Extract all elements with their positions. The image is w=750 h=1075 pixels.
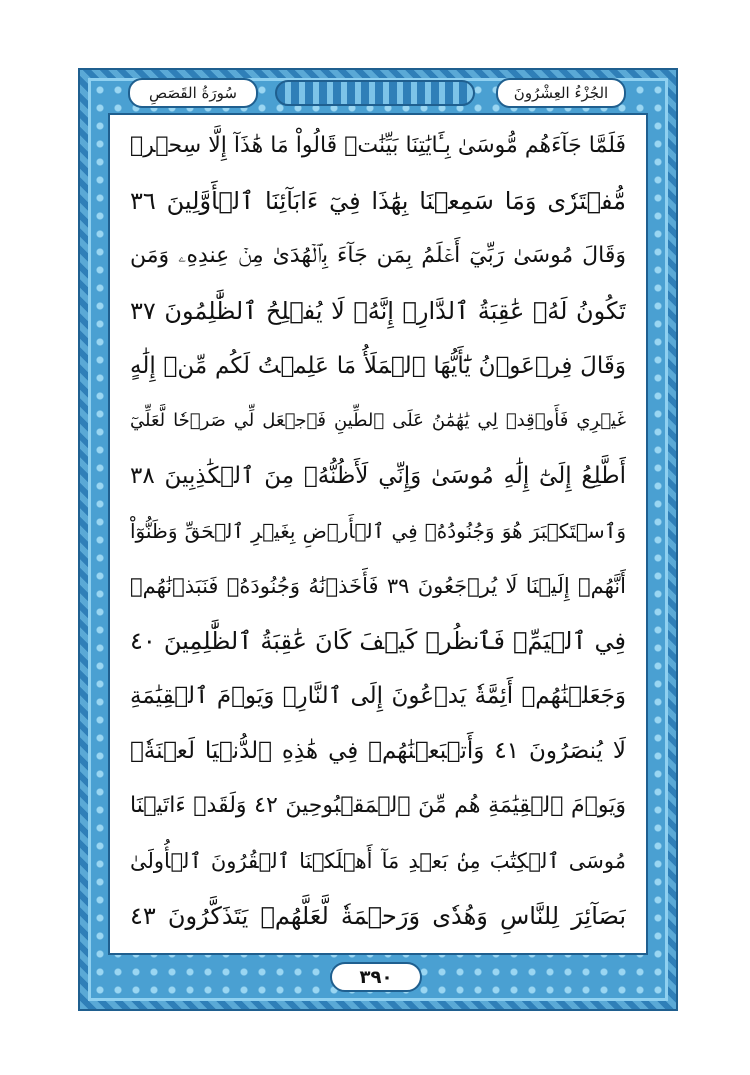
verse-line: وَٱسۡتَكۡبَرَ هُوَ وَجُنُودُهُۥ فِي ٱلۡأَرۡضِ بِغَيۡرِ ٱلۡحَقِّ وَظَنُّوٓاْ — [130, 518, 626, 543]
verse-line: وَقَالَ مُوسَىٰ رَبِّيٓ أَعۡلَمُ بِمَن جَآءَ بِٱلۡهُدَىٰ مِنۡ عِندِهِۦ وَمَن — [130, 243, 626, 268]
verse-line: وَيَوۡمَ ٱلۡقِيَٰمَةِ هُم مِّنَ ٱلۡمَقۡبُوحِينَ ٤٢ وَلَقَدۡ ءَاتَيۡنَا — [130, 793, 626, 818]
verse-line: لَا يُنصَرُونَ ٤١ وَأَتۡبَعۡنَٰهُمۡ فِي هَٰذِهِ ٱلدُّنۡيَا لَعۡنَةٗۖ — [130, 737, 626, 764]
verse-line: وَقَالَ فِرۡعَوۡنُ يَٰٓأَيُّهَا ٱلۡمَلَأُ مَا عَلِمۡتُ لَكُم مِّنۡ إِلَٰهٍ — [130, 352, 626, 379]
verse-lines — [130, 118, 626, 948]
verse-line: مُّفۡتَرٗى وَمَا سَمِعۡنَا بِهَٰذَا فِيٓ ءَابَآئِنَا ٱلۡأَوَّلِينَ ٣٦ — [130, 186, 626, 215]
verse-line: أَطَّلِعُ إِلَىٰٓ إِلَٰهِ مُوسَىٰ وَإِنِّي لَأَظُنُّهُۥ مِنَ ٱلۡكَٰذِبِينَ ٣٨ — [130, 462, 626, 489]
verse-line: أَنَّهُمۡ إِلَيۡنَا لَا يُرۡجَعُونَ ٣٩ فَأَخَذۡنَٰهُ وَجُنُودَهُۥ فَنَبَذۡنَٰهُمۡ — [130, 573, 626, 598]
header-ornament — [275, 80, 475, 106]
verse-line: بَصَآئِرَ لِلنَّاسِ وَهُدٗى وَرَحۡمَةٗ لَّعَلَّهُمۡ يَتَذَكَّرُونَ ٤٣ — [130, 901, 626, 930]
verse-line: مُوسَى ٱلۡكِتَٰبَ مِنۢ بَعۡدِ مَآ أَهۡلَكۡنَا ٱلۡقُرُونَ ٱلۡأُولَىٰ — [130, 848, 626, 873]
verse-line: تَكُونُ لَهُۥ عَٰقِبَةُ ٱلدَّارِۚ إِنَّهُۥ لَا يُفۡلِحُ ٱلظَّٰلِمُونَ ٣٧ — [130, 296, 626, 325]
surah-name-label: سُورَةُ القَصَصِ — [128, 78, 258, 108]
juz-label: الجُزْءُ العِشْرُونَ — [496, 78, 626, 108]
page-number: ٣٩٠ — [330, 962, 422, 992]
verse-line: غَيۡرِي فَأَوۡقِدۡ لِي يَٰهَٰمَٰنُ عَلَى ٱلطِّينِ فَٱجۡعَل لِّي صَرۡحٗا لَّعَلِّيٓ — [130, 410, 626, 431]
verse-line: وَجَعَلۡنَٰهُمۡ أَئِمَّةٗ يَدۡعُونَ إِلَى ٱلنَّارِۖ وَيَوۡمَ ٱلۡقِيَٰمَةِ — [130, 682, 626, 709]
verse-line: فَلَمَّا جَآءَهُم مُّوسَىٰ بِـَٔايَٰتِنَا بَيِّنَٰتٖ قَالُواْ مَا هَٰذَآ إِلَّا سِحۡرٞ — [130, 133, 626, 158]
verse-line: فِي ٱلۡيَمِّۖ فَٱنظُرۡ كَيۡفَ كَانَ عَٰقِبَةُ ٱلظَّٰلِمِينَ ٤٠ — [130, 626, 626, 655]
